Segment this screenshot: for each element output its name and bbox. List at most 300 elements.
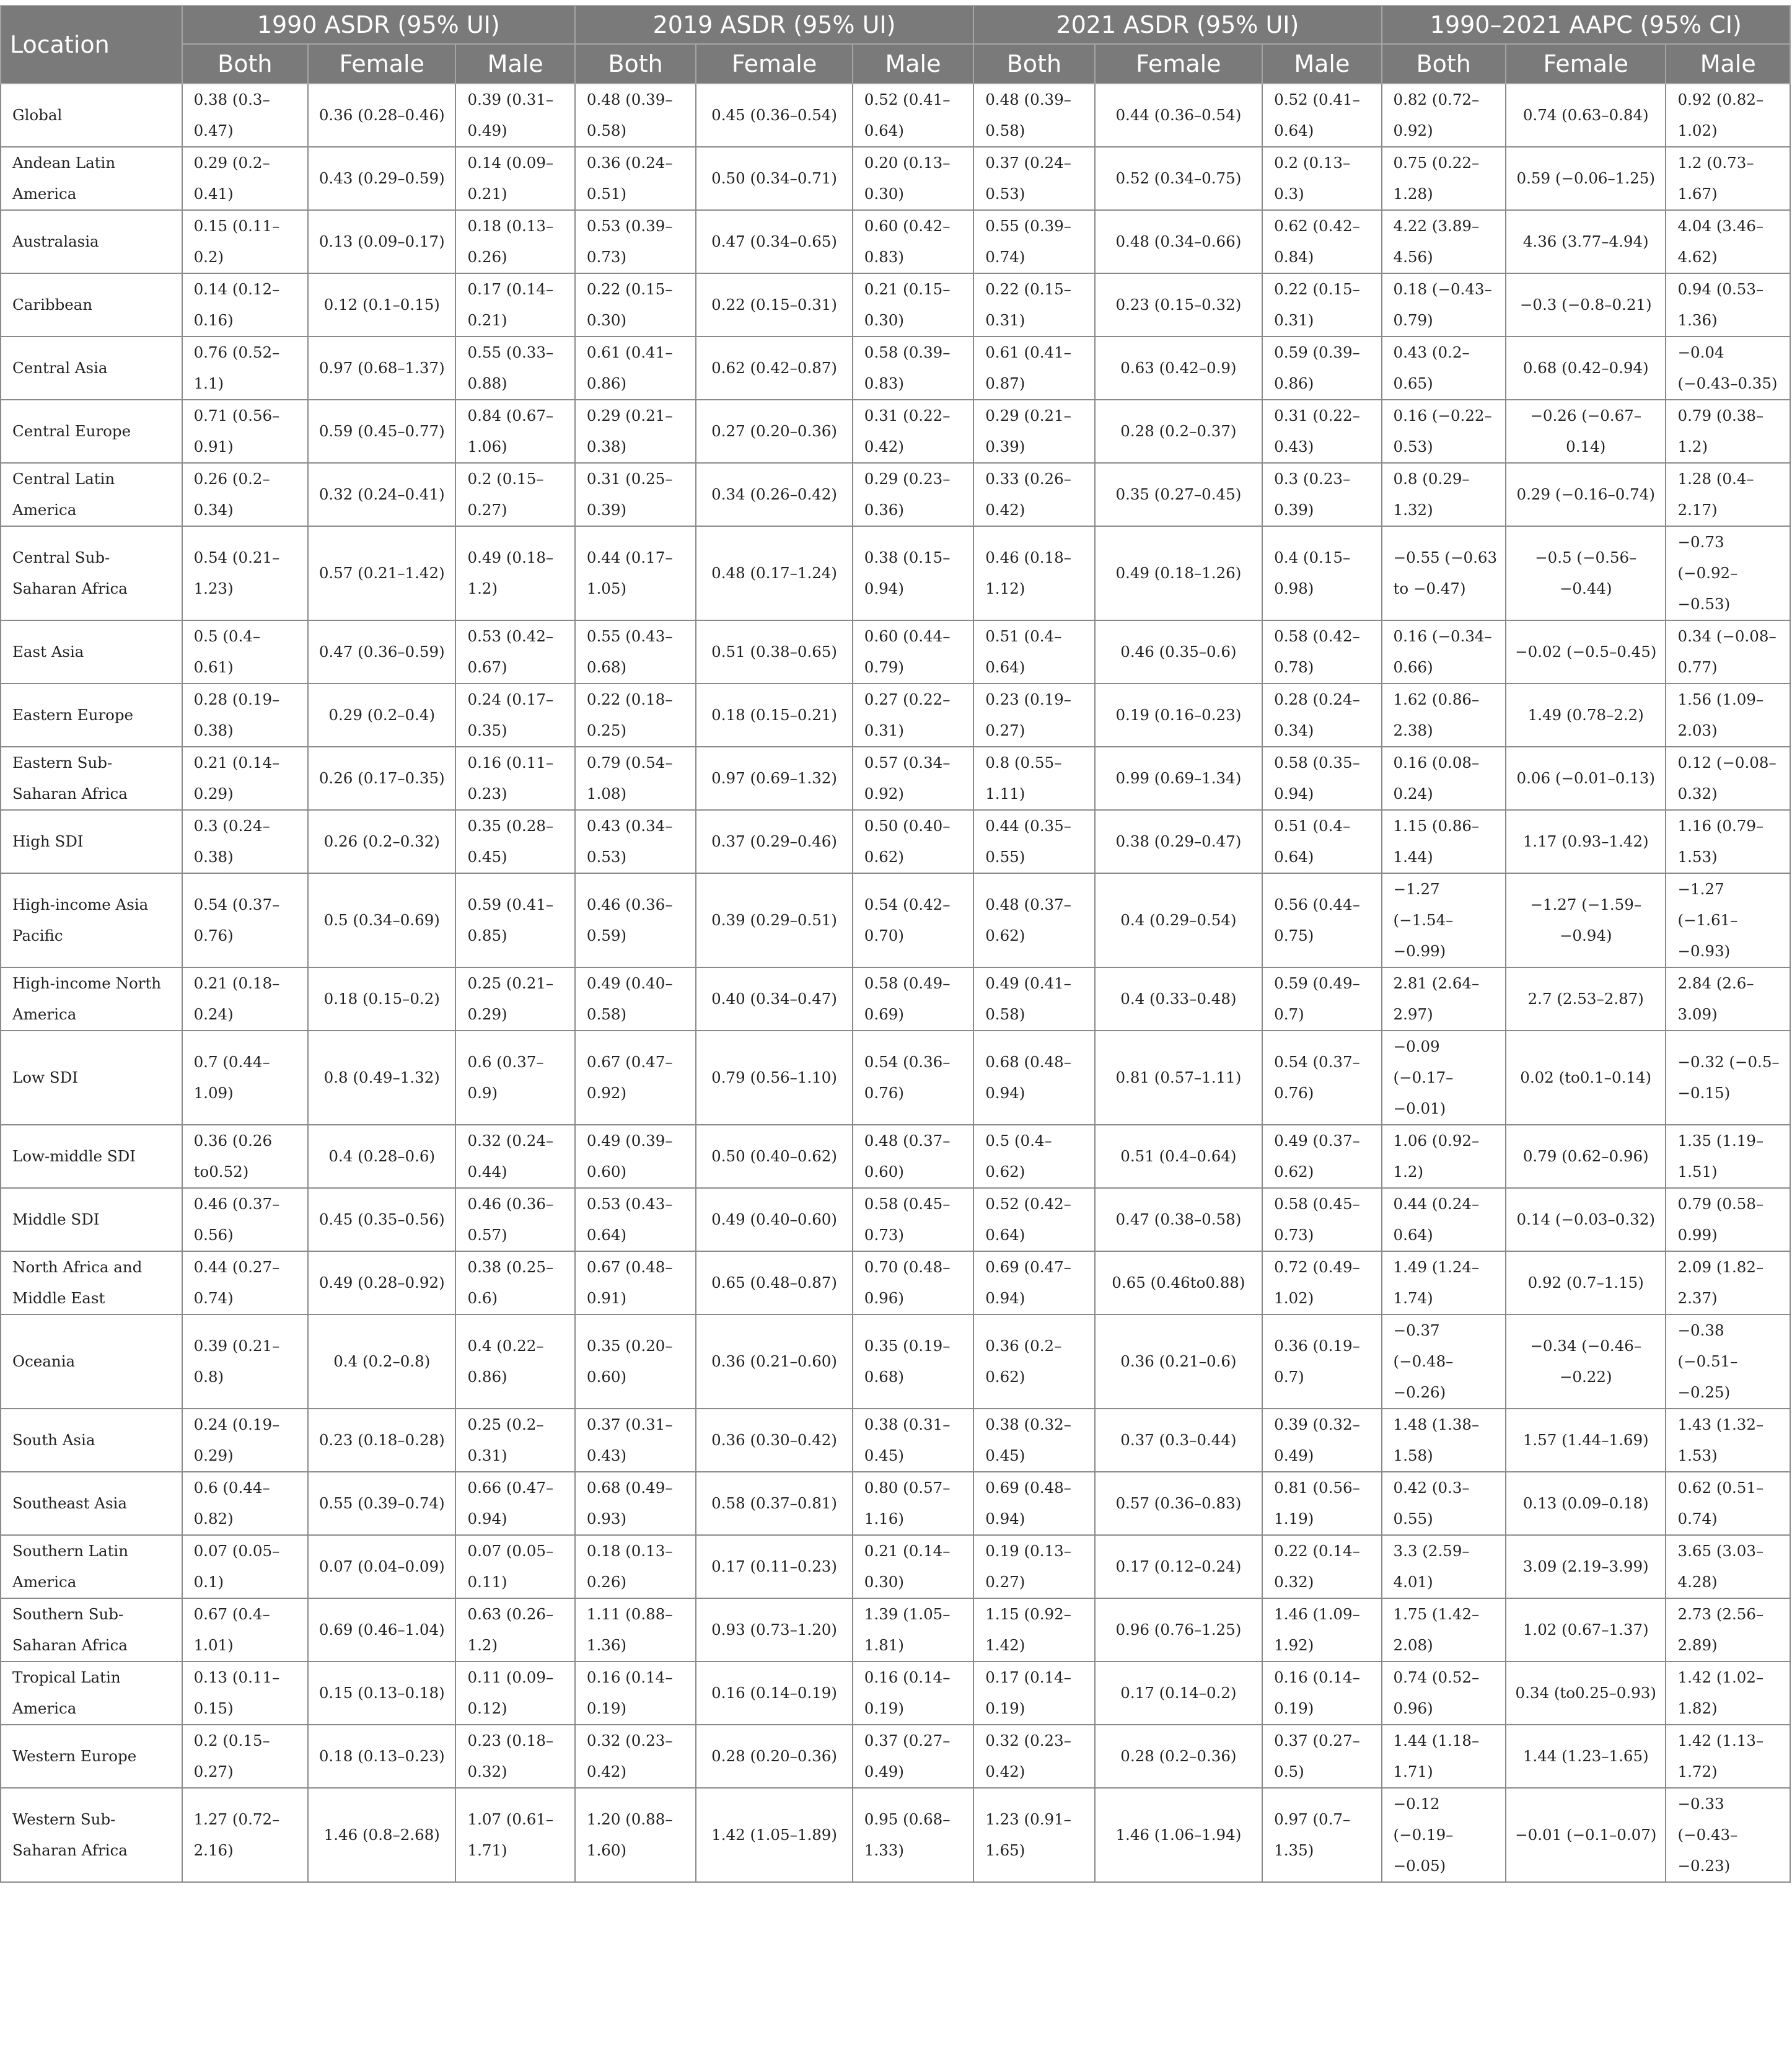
value-cell: 0.8 (0.49–1.32) xyxy=(308,1031,455,1125)
value-cell: 0.7 (0.44–1.09) xyxy=(182,1031,308,1125)
value-cell: 1.11 (0.88–1.36) xyxy=(575,1598,696,1661)
value-cell: 0.24 (0.19–0.29) xyxy=(182,1409,308,1472)
subheader-female: Female xyxy=(1506,44,1666,84)
value-cell: 1.57 (1.44–1.69) xyxy=(1506,1409,1666,1472)
value-cell: 1.44 (1.18–1.71) xyxy=(1382,1725,1506,1788)
value-cell: 4.22 (3.89–4.56) xyxy=(1382,210,1506,273)
value-cell: 0.13 (0.11–0.15) xyxy=(182,1661,308,1725)
value-cell: 0.22 (0.14–0.32) xyxy=(1262,1535,1381,1598)
value-cell: 2.73 (2.56–2.89) xyxy=(1666,1598,1790,1661)
value-cell: 1.15 (0.86–1.44) xyxy=(1382,810,1506,873)
table-row xyxy=(1,463,1790,526)
value-cell: 0.56 (0.44–0.75) xyxy=(1262,873,1381,967)
value-cell: 0.07 (0.05–0.1) xyxy=(182,1535,308,1598)
value-cell: 0.5 (0.4–0.62) xyxy=(973,1125,1094,1188)
value-cell: 0.21 (0.14–0.30) xyxy=(853,1535,973,1598)
location-cell: Southeast Asia xyxy=(1,1472,182,1535)
value-cell: 0.66 (0.47–0.94) xyxy=(455,1472,574,1535)
value-cell: 1.35 (1.19–1.51) xyxy=(1666,1125,1790,1188)
location-cell: Western Europe xyxy=(1,1725,182,1788)
location-cell: Southern Sub-Saharan Africa xyxy=(1,1598,182,1661)
location-header: Location xyxy=(1,6,182,84)
location-cell: Western Sub-Saharan Africa xyxy=(1,1788,182,1882)
value-cell: 1.49 (1.24–1.74) xyxy=(1382,1251,1506,1314)
value-cell: 0.17 (0.14–0.19) xyxy=(973,1661,1094,1725)
value-cell: 0.25 (0.21–0.29) xyxy=(455,967,574,1031)
value-cell: −0.12 (−0.19–−0.05) xyxy=(1382,1788,1506,1882)
value-cell: 0.70 (0.48–0.96) xyxy=(853,1251,973,1314)
value-cell: 0.52 (0.41–0.64) xyxy=(1262,84,1381,147)
value-cell: 0.21 (0.14–0.29) xyxy=(182,747,308,810)
value-cell: 0.79 (0.58–0.99) xyxy=(1666,1188,1790,1251)
location-cell: Eastern Sub-Saharan Africa xyxy=(1,747,182,810)
table-row xyxy=(1,873,1790,967)
value-cell: −0.55 (−0.63 to −0.47) xyxy=(1382,526,1506,620)
value-cell: 1.43 (1.32–1.53) xyxy=(1666,1409,1790,1472)
value-cell: 0.39 (0.29–0.51) xyxy=(696,873,853,967)
value-cell: 0.31 (0.22–0.43) xyxy=(1262,400,1381,463)
value-cell: 0.44 (0.35–0.55) xyxy=(973,810,1094,873)
value-cell: 0.19 (0.16–0.23) xyxy=(1095,684,1263,747)
value-cell: 0.34 (−0.08–0.77) xyxy=(1666,620,1790,684)
value-cell: 0.32 (0.24–0.41) xyxy=(308,463,455,526)
value-cell: 0.49 (0.39–0.60) xyxy=(575,1125,696,1188)
value-cell: 0.50 (0.40–0.62) xyxy=(853,810,973,873)
value-cell: 0.29 (0.21–0.39) xyxy=(973,400,1094,463)
value-cell: 0.52 (0.41–0.64) xyxy=(853,84,973,147)
value-cell: 0.63 (0.42–0.9) xyxy=(1095,337,1263,400)
group-header-2021-asdr: 2021 ASDR (95% UI) xyxy=(973,6,1381,44)
value-cell: 0.69 (0.46–1.04) xyxy=(308,1598,455,1661)
value-cell: 0.44 (0.24–0.64) xyxy=(1382,1188,1506,1251)
value-cell: −0.32 (−0.5–−0.15) xyxy=(1666,1031,1790,1125)
value-cell: 3.09 (2.19–3.99) xyxy=(1506,1535,1666,1598)
value-cell: 0.51 (0.4–0.64) xyxy=(973,620,1094,684)
value-cell: 0.8 (0.29–1.32) xyxy=(1382,463,1506,526)
value-cell: 0.59 (0.39–0.86) xyxy=(1262,337,1381,400)
value-cell: 0.23 (0.18–0.32) xyxy=(455,1725,574,1788)
value-cell: 0.57 (0.21–1.42) xyxy=(308,526,455,620)
value-cell: 2.81 (2.64–2.97) xyxy=(1382,967,1506,1031)
value-cell: 1.62 (0.86–2.38) xyxy=(1382,684,1506,747)
value-cell: 0.63 (0.26–1.2) xyxy=(455,1598,574,1661)
value-cell: 0.49 (0.18–1.26) xyxy=(1095,526,1263,620)
value-cell: 0.21 (0.18–0.24) xyxy=(182,967,308,1031)
value-cell: 0.29 (0.2–0.41) xyxy=(182,147,308,210)
value-cell: 0.31 (0.22–0.42) xyxy=(853,400,973,463)
value-cell: 0.37 (0.31–0.43) xyxy=(575,1409,696,1472)
subheader-male: Male xyxy=(455,44,574,84)
value-cell: −1.27 (−1.61–−0.93) xyxy=(1666,873,1790,967)
location-cell: Global xyxy=(1,84,182,147)
value-cell: 0.48 (0.39–0.58) xyxy=(575,84,696,147)
value-cell: 0.16 (0.14–0.19) xyxy=(696,1661,853,1725)
value-cell: 0.61 (0.41–0.86) xyxy=(575,337,696,400)
value-cell: 0.39 (0.21–0.8) xyxy=(182,1314,308,1409)
value-cell: 0.26 (0.2–0.32) xyxy=(308,810,455,873)
value-cell: 0.28 (0.24–0.34) xyxy=(1262,684,1381,747)
value-cell: 0.15 (0.11–0.2) xyxy=(182,210,308,273)
value-cell: 0.40 (0.34–0.47) xyxy=(696,967,853,1031)
value-cell: 0.36 (0.30–0.42) xyxy=(696,1409,853,1472)
value-cell: 0.4 (0.28–0.6) xyxy=(308,1125,455,1188)
subheader-both: Both xyxy=(182,44,308,84)
value-cell: 0.47 (0.36–0.59) xyxy=(308,620,455,684)
value-cell: 0.59 (0.45–0.77) xyxy=(308,400,455,463)
location-cell: Eastern Europe xyxy=(1,684,182,747)
value-cell: 0.21 (0.15–0.30) xyxy=(853,273,973,337)
value-cell: 0.62 (0.42–0.87) xyxy=(696,337,853,400)
value-cell: 0.97 (0.68–1.37) xyxy=(308,337,455,400)
value-cell: 0.68 (0.48–0.94) xyxy=(973,1031,1094,1125)
value-cell: 0.16 (0.14–0.19) xyxy=(575,1661,696,1725)
value-cell: 0.47 (0.34–0.65) xyxy=(696,210,853,273)
value-cell: 0.4 (0.22–0.86) xyxy=(455,1314,574,1409)
location-cell: Low SDI xyxy=(1,1031,182,1125)
value-cell: 0.58 (0.37–0.81) xyxy=(696,1472,853,1535)
value-cell: 0.43 (0.2–0.65) xyxy=(1382,337,1506,400)
value-cell: 0.4 (0.2–0.8) xyxy=(308,1314,455,1409)
value-cell: 0.2 (0.15–0.27) xyxy=(455,463,574,526)
value-cell: 0.46 (0.37–0.56) xyxy=(182,1188,308,1251)
value-cell: 0.16 (0.14–0.19) xyxy=(853,1661,973,1725)
value-cell: 0.22 (0.15–0.30) xyxy=(575,273,696,337)
value-cell: 0.81 (0.57–1.11) xyxy=(1095,1031,1263,1125)
value-cell: 0.02 (to0.1–0.14) xyxy=(1506,1031,1666,1125)
value-cell: 0.4 (0.15–0.98) xyxy=(1262,526,1381,620)
value-cell: 0.23 (0.15–0.32) xyxy=(1095,273,1263,337)
value-cell: 1.48 (1.38–1.58) xyxy=(1382,1409,1506,1472)
value-cell: 0.32 (0.23–0.42) xyxy=(575,1725,696,1788)
table-row xyxy=(1,1251,1790,1314)
value-cell: 0.6 (0.37–0.9) xyxy=(455,1031,574,1125)
value-cell: 0.59 (−0.06–1.25) xyxy=(1506,147,1666,210)
value-cell: 1.49 (0.78–2.2) xyxy=(1506,684,1666,747)
value-cell: 0.36 (0.2–0.62) xyxy=(973,1314,1094,1409)
value-cell: 0.54 (0.42–0.70) xyxy=(853,873,973,967)
value-cell: 0.65 (0.48–0.87) xyxy=(696,1251,853,1314)
value-cell: 0.46 (0.35–0.6) xyxy=(1095,620,1263,684)
value-cell: 0.45 (0.35–0.56) xyxy=(308,1188,455,1251)
subheader-both: Both xyxy=(1382,44,1506,84)
value-cell: 0.79 (0.38–1.2) xyxy=(1666,400,1790,463)
value-cell: 0.13 (0.09–0.18) xyxy=(1506,1472,1666,1535)
value-cell: −0.01 (−0.1–0.07) xyxy=(1506,1788,1666,1882)
table-row xyxy=(1,84,1790,147)
value-cell: 0.54 (0.37–0.76) xyxy=(182,873,308,967)
value-cell: 0.55 (0.43–0.68) xyxy=(575,620,696,684)
value-cell: 0.22 (0.18–0.25) xyxy=(575,684,696,747)
value-cell: 0.58 (0.42–0.78) xyxy=(1262,620,1381,684)
value-cell: −0.73 (−0.92–−0.53) xyxy=(1666,526,1790,620)
value-cell: 0.36 (0.21–0.60) xyxy=(696,1314,853,1409)
table-row xyxy=(1,1188,1790,1251)
subheader-female: Female xyxy=(1095,44,1263,84)
value-cell: 0.76 (0.52–1.1) xyxy=(182,337,308,400)
group-header-row xyxy=(1,6,1790,44)
value-cell: 2.7 (2.53–2.87) xyxy=(1506,967,1666,1031)
subheader-female: Female xyxy=(308,44,455,84)
value-cell: −0.37 (−0.48–−0.26) xyxy=(1382,1314,1506,1409)
value-cell: 0.75 (0.22–1.28) xyxy=(1382,147,1506,210)
value-cell: −0.38 (−0.51–−0.25) xyxy=(1666,1314,1790,1409)
value-cell: 0.18 (0.13–0.26) xyxy=(455,210,574,273)
value-cell: 0.28 (0.20–0.36) xyxy=(696,1725,853,1788)
value-cell: 0.97 (0.7–1.35) xyxy=(1262,1788,1381,1882)
value-cell: 0.23 (0.18–0.28) xyxy=(308,1409,455,1472)
value-cell: 0.53 (0.42–0.67) xyxy=(455,620,574,684)
value-cell: 0.47 (0.38–0.58) xyxy=(1095,1188,1263,1251)
value-cell: 0.3 (0.23–0.39) xyxy=(1262,463,1381,526)
value-cell: 0.37 (0.27–0.49) xyxy=(853,1725,973,1788)
value-cell: 0.57 (0.34–0.92) xyxy=(853,747,973,810)
value-cell: 0.32 (0.24–0.44) xyxy=(455,1125,574,1188)
value-cell: 0.53 (0.43–0.64) xyxy=(575,1188,696,1251)
value-cell: 1.44 (1.23–1.65) xyxy=(1506,1725,1666,1788)
value-cell: 1.39 (1.05–1.81) xyxy=(853,1598,973,1661)
value-cell: 0.18 (0.15–0.21) xyxy=(696,684,853,747)
table-row xyxy=(1,1125,1790,1188)
location-cell: Low-middle SDI xyxy=(1,1125,182,1188)
value-cell: 0.58 (0.45–0.73) xyxy=(853,1188,973,1251)
value-cell: 0.24 (0.17–0.35) xyxy=(455,684,574,747)
value-cell: 0.36 (0.19–0.7) xyxy=(1262,1314,1381,1409)
subheader-male: Male xyxy=(1666,44,1790,84)
value-cell: 0.35 (0.28–0.45) xyxy=(455,810,574,873)
value-cell: 0.8 (0.55–1.11) xyxy=(973,747,1094,810)
value-cell: 0.44 (0.36–0.54) xyxy=(1095,84,1263,147)
location-cell: East Asia xyxy=(1,620,182,684)
value-cell: 0.2 (0.15–0.27) xyxy=(182,1725,308,1788)
value-cell: 0.27 (0.22–0.31) xyxy=(853,684,973,747)
value-cell: 0.54 (0.21–1.23) xyxy=(182,526,308,620)
value-cell: 0.5 (0.4–0.61) xyxy=(182,620,308,684)
subheader-both: Both xyxy=(575,44,696,84)
value-cell: 0.43 (0.34–0.53) xyxy=(575,810,696,873)
location-cell: Oceania xyxy=(1,1314,182,1409)
value-cell: 1.42 (1.02–1.82) xyxy=(1666,1661,1790,1725)
location-cell: High-income North America xyxy=(1,967,182,1031)
location-cell: Central Latin America xyxy=(1,463,182,526)
value-cell: 0.60 (0.44–0.79) xyxy=(853,620,973,684)
value-cell: 0.28 (0.2–0.36) xyxy=(1095,1725,1263,1788)
value-cell: 0.44 (0.17–1.05) xyxy=(575,526,696,620)
value-cell: 0.48 (0.34–0.66) xyxy=(1095,210,1263,273)
value-cell: 2.84 (2.6–3.09) xyxy=(1666,967,1790,1031)
value-cell: 0.57 (0.36–0.83) xyxy=(1095,1472,1263,1535)
location-cell: Central Sub-Saharan Africa xyxy=(1,526,182,620)
value-cell: 0.07 (0.04–0.09) xyxy=(308,1535,455,1598)
value-cell: 0.35 (0.27–0.45) xyxy=(1095,463,1263,526)
table-row xyxy=(1,147,1790,210)
group-header-aapc: 1990–2021 AAPC (95% CI) xyxy=(1382,6,1790,44)
value-cell: 0.17 (0.14–0.21) xyxy=(455,273,574,337)
value-cell: 0.32 (0.23–0.42) xyxy=(973,1725,1094,1788)
value-cell: 0.14 (0.12–0.16) xyxy=(182,273,308,337)
value-cell: 4.36 (3.77–4.94) xyxy=(1506,210,1666,273)
value-cell: 0.94 (0.53–1.36) xyxy=(1666,273,1790,337)
value-cell: 3.65 (3.03–4.28) xyxy=(1666,1535,1790,1598)
value-cell: 0.5 (0.34–0.69) xyxy=(308,873,455,967)
value-cell: 0.38 (0.31–0.45) xyxy=(853,1409,973,1472)
asdr-table xyxy=(0,5,1791,1883)
subheader-male: Male xyxy=(853,44,973,84)
value-cell: 0.59 (0.49–0.7) xyxy=(1262,967,1381,1031)
table-row xyxy=(1,1788,1790,1882)
value-cell: 0.26 (0.2–0.34) xyxy=(182,463,308,526)
value-cell: 0.18 (−0.43–0.79) xyxy=(1382,273,1506,337)
value-cell: 0.36 (0.24–0.51) xyxy=(575,147,696,210)
value-cell: 0.81 (0.56–1.19) xyxy=(1262,1472,1381,1535)
subheader-both: Both xyxy=(973,44,1094,84)
value-cell: 0.39 (0.32–0.49) xyxy=(1262,1409,1381,1472)
value-cell: −0.33 (−0.43–−0.23) xyxy=(1666,1788,1790,1882)
table-row xyxy=(1,684,1790,747)
value-cell: 0.54 (0.36–0.76) xyxy=(853,1031,973,1125)
value-cell: 1.46 (1.09–1.92) xyxy=(1262,1598,1381,1661)
value-cell: 0.95 (0.68–1.33) xyxy=(853,1788,973,1882)
value-cell: 0.38 (0.25–0.6) xyxy=(455,1251,574,1314)
value-cell: 0.13 (0.09–0.17) xyxy=(308,210,455,273)
value-cell: 0.96 (0.76–1.25) xyxy=(1095,1598,1263,1661)
value-cell: 0.06 (−0.01–0.13) xyxy=(1506,747,1666,810)
value-cell: 1.20 (0.88–1.60) xyxy=(575,1788,696,1882)
value-cell: 0.48 (0.37–0.62) xyxy=(973,873,1094,967)
location-cell: Tropical Latin America xyxy=(1,1661,182,1725)
value-cell: 2.09 (1.82–2.37) xyxy=(1666,1251,1790,1314)
value-cell: 0.50 (0.40–0.62) xyxy=(696,1125,853,1188)
value-cell: 0.12 (−0.08–0.32) xyxy=(1666,747,1790,810)
value-cell: 0.29 (0.23–0.36) xyxy=(853,463,973,526)
value-cell: 0.48 (0.39–0.58) xyxy=(973,84,1094,147)
subheader-row xyxy=(1,44,1790,84)
value-cell: 0.51 (0.4–0.64) xyxy=(1095,1125,1263,1188)
value-cell: 0.46 (0.36–0.57) xyxy=(455,1188,574,1251)
value-cell: 0.36 (0.21–0.6) xyxy=(1095,1314,1263,1409)
value-cell: 0.49 (0.18–1.2) xyxy=(455,526,574,620)
value-cell: 0.49 (0.41–0.58) xyxy=(973,967,1094,1031)
value-cell: 0.68 (0.42–0.94) xyxy=(1506,337,1666,400)
value-cell: 0.22 (0.15–0.31) xyxy=(973,273,1094,337)
value-cell: 0.35 (0.20–0.60) xyxy=(575,1314,696,1409)
location-cell: Australasia xyxy=(1,210,182,273)
value-cell: 1.46 (1.06–1.94) xyxy=(1095,1788,1263,1882)
value-cell: 0.16 (0.14–0.19) xyxy=(1262,1661,1381,1725)
value-cell: 0.42 (0.3–0.55) xyxy=(1382,1472,1506,1535)
value-cell: 0.45 (0.36–0.54) xyxy=(696,84,853,147)
table-row xyxy=(1,747,1790,810)
subheader-female: Female xyxy=(696,44,853,84)
value-cell: 1.17 (0.93–1.42) xyxy=(1506,810,1666,873)
value-cell: 0.2 (0.13–0.3) xyxy=(1262,147,1381,210)
value-cell: 0.72 (0.49–1.02) xyxy=(1262,1251,1381,1314)
table-row xyxy=(1,210,1790,273)
table-row xyxy=(1,1535,1790,1598)
location-cell: Andean Latin America xyxy=(1,147,182,210)
value-cell: 0.38 (0.3–0.47) xyxy=(182,84,308,147)
value-cell: 0.99 (0.69–1.34) xyxy=(1095,747,1263,810)
value-cell: 0.18 (0.13–0.26) xyxy=(575,1535,696,1598)
value-cell: 0.22 (0.15–0.31) xyxy=(696,273,853,337)
value-cell: 0.84 (0.67–1.06) xyxy=(455,400,574,463)
value-cell: 1.42 (1.13–1.72) xyxy=(1666,1725,1790,1788)
value-cell: 0.37 (0.27–0.5) xyxy=(1262,1725,1381,1788)
value-cell: −0.26 (−0.67–0.14) xyxy=(1506,400,1666,463)
location-cell: High SDI xyxy=(1,810,182,873)
value-cell: 0.34 (0.26–0.42) xyxy=(696,463,853,526)
value-cell: 3.3 (2.59–4.01) xyxy=(1382,1535,1506,1598)
value-cell: 0.4 (0.33–0.48) xyxy=(1095,967,1263,1031)
value-cell: 0.61 (0.41–0.87) xyxy=(973,337,1094,400)
value-cell: 0.58 (0.45–0.73) xyxy=(1262,1188,1381,1251)
value-cell: 1.28 (0.4–2.17) xyxy=(1666,463,1790,526)
value-cell: 0.26 (0.17–0.35) xyxy=(308,747,455,810)
value-cell: 0.62 (0.51–0.74) xyxy=(1666,1472,1790,1535)
value-cell: 0.28 (0.19–0.38) xyxy=(182,684,308,747)
value-cell: −0.04 (−0.43–0.35) xyxy=(1666,337,1790,400)
value-cell: 0.39 (0.31–0.49) xyxy=(455,84,574,147)
value-cell: 0.52 (0.42–0.64) xyxy=(973,1188,1094,1251)
value-cell: 1.56 (1.09–2.03) xyxy=(1666,684,1790,747)
value-cell: 0.19 (0.13–0.27) xyxy=(973,1535,1094,1598)
table-row xyxy=(1,1725,1790,1788)
value-cell: 0.49 (0.37–0.62) xyxy=(1262,1125,1381,1188)
group-header-2019-asdr: 2019 ASDR (95% UI) xyxy=(575,6,973,44)
value-cell: 0.27 (0.20–0.36) xyxy=(696,400,853,463)
value-cell: 1.2 (0.73–1.67) xyxy=(1666,147,1790,210)
location-cell: Southern Latin America xyxy=(1,1535,182,1598)
value-cell: 0.58 (0.49–0.69) xyxy=(853,967,973,1031)
table-row xyxy=(1,1314,1790,1409)
table-body xyxy=(1,84,1790,1882)
value-cell: 0.34 (to0.25–0.93) xyxy=(1506,1661,1666,1725)
table-row xyxy=(1,337,1790,400)
location-cell: Middle SDI xyxy=(1,1188,182,1251)
value-cell: 1.23 (0.91–1.65) xyxy=(973,1788,1094,1882)
value-cell: 0.6 (0.44–0.82) xyxy=(182,1472,308,1535)
value-cell: 0.29 (−0.16–0.74) xyxy=(1506,463,1666,526)
value-cell: 0.18 (0.15–0.2) xyxy=(308,967,455,1031)
table-row xyxy=(1,1031,1790,1125)
value-cell: 0.23 (0.19–0.27) xyxy=(973,684,1094,747)
value-cell: 0.79 (0.54–1.08) xyxy=(575,747,696,810)
value-cell: 0.07 (0.05–0.11) xyxy=(455,1535,574,1598)
value-cell: 1.02 (0.67–1.37) xyxy=(1506,1598,1666,1661)
value-cell: 1.46 (0.8–2.68) xyxy=(308,1788,455,1882)
value-cell: 0.93 (0.73–1.20) xyxy=(696,1598,853,1661)
location-cell: Central Asia xyxy=(1,337,182,400)
value-cell: 0.43 (0.29–0.59) xyxy=(308,147,455,210)
value-cell: 0.74 (0.52–0.96) xyxy=(1382,1661,1506,1725)
value-cell: 0.51 (0.38–0.65) xyxy=(696,620,853,684)
value-cell: 0.48 (0.17–1.24) xyxy=(696,526,853,620)
value-cell: 1.42 (1.05–1.89) xyxy=(696,1788,853,1882)
table-row xyxy=(1,273,1790,337)
value-cell: 0.37 (0.29–0.46) xyxy=(696,810,853,873)
value-cell: 0.69 (0.47–0.94) xyxy=(973,1251,1094,1314)
value-cell: 0.36 (0.28–0.46) xyxy=(308,84,455,147)
value-cell: 0.55 (0.39–0.74) xyxy=(308,1472,455,1535)
value-cell: 0.52 (0.34–0.75) xyxy=(1095,147,1263,210)
value-cell: 0.38 (0.32–0.45) xyxy=(973,1409,1094,1472)
value-cell: 0.31 (0.25–0.39) xyxy=(575,463,696,526)
value-cell: 1.16 (0.79–1.53) xyxy=(1666,810,1790,873)
location-cell: Central Europe xyxy=(1,400,182,463)
value-cell: 0.79 (0.62–0.96) xyxy=(1506,1125,1666,1188)
value-cell: 0.44 (0.27–0.74) xyxy=(182,1251,308,1314)
value-cell: 0.14 (0.09–0.21) xyxy=(455,147,574,210)
location-cell: Caribbean xyxy=(1,273,182,337)
